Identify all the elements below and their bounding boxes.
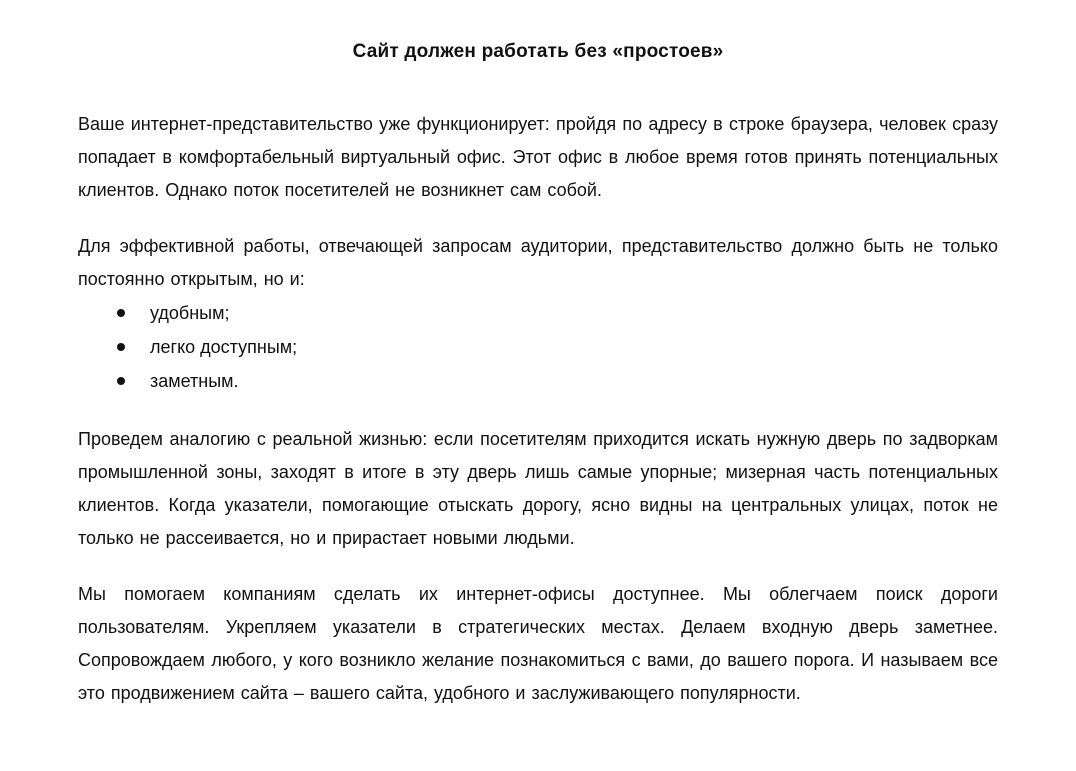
list-item bbox=[78, 364, 998, 398]
bullet-icon bbox=[117, 309, 125, 317]
list-item-label: легко доступным; bbox=[150, 337, 298, 357]
bullet-icon bbox=[117, 377, 125, 385]
paragraph-intro: Ваше интернет-представительство уже функционирует: пройдя по адресу в строке браузера, человек сразу попадает в комфортабельный виртуальный офис. Этот офис в любое время готов принять потенциальных клиентов. Однако поток посетителей не возникнет сам собой. bbox=[78, 114, 998, 200]
paragraph-requirements-lead: Для эффективной работы, отвечающей запросам аудитории, представительство должно быть не только постоянно открытым, но и: bbox=[78, 236, 998, 289]
bullet-icon bbox=[117, 343, 125, 351]
document-title: Сайт должен работать без «простоев» bbox=[352, 41, 724, 62]
requirements-list bbox=[78, 296, 998, 398]
list-item bbox=[78, 330, 998, 364]
list-item-label: заметным. bbox=[150, 371, 239, 391]
paragraph-analogy: Проведем аналогию с реальной жизнью: если посетителям приходится искать нужную дверь по задворкам промышленной зоны, заходят в итоге в эту дверь лишь самые упорные; мизерная часть потенциальных клиентов. Когда указатели, помогающие отыскать дорогу, ясно видны на центральных улицах, поток не только не рассеивается, но и прирастает новыми людьми. bbox=[78, 429, 998, 548]
paragraph-services: Мы помогаем компаниям сделать их интернет-офисы доступнее. Мы облегчаем поиск дороги пользователям. Укрепляем указатели в стратегических местах. Делаем входную дверь заметнее. Сопровождаем любого, у кого возникло желание познакомиться с вами, до вашего порога. И называем все это продвижением сайта – вашего сайта, удобного и заслуживающего популярности. bbox=[78, 584, 998, 703]
list-item bbox=[78, 296, 998, 330]
list-item-label: удобным; bbox=[150, 303, 230, 323]
